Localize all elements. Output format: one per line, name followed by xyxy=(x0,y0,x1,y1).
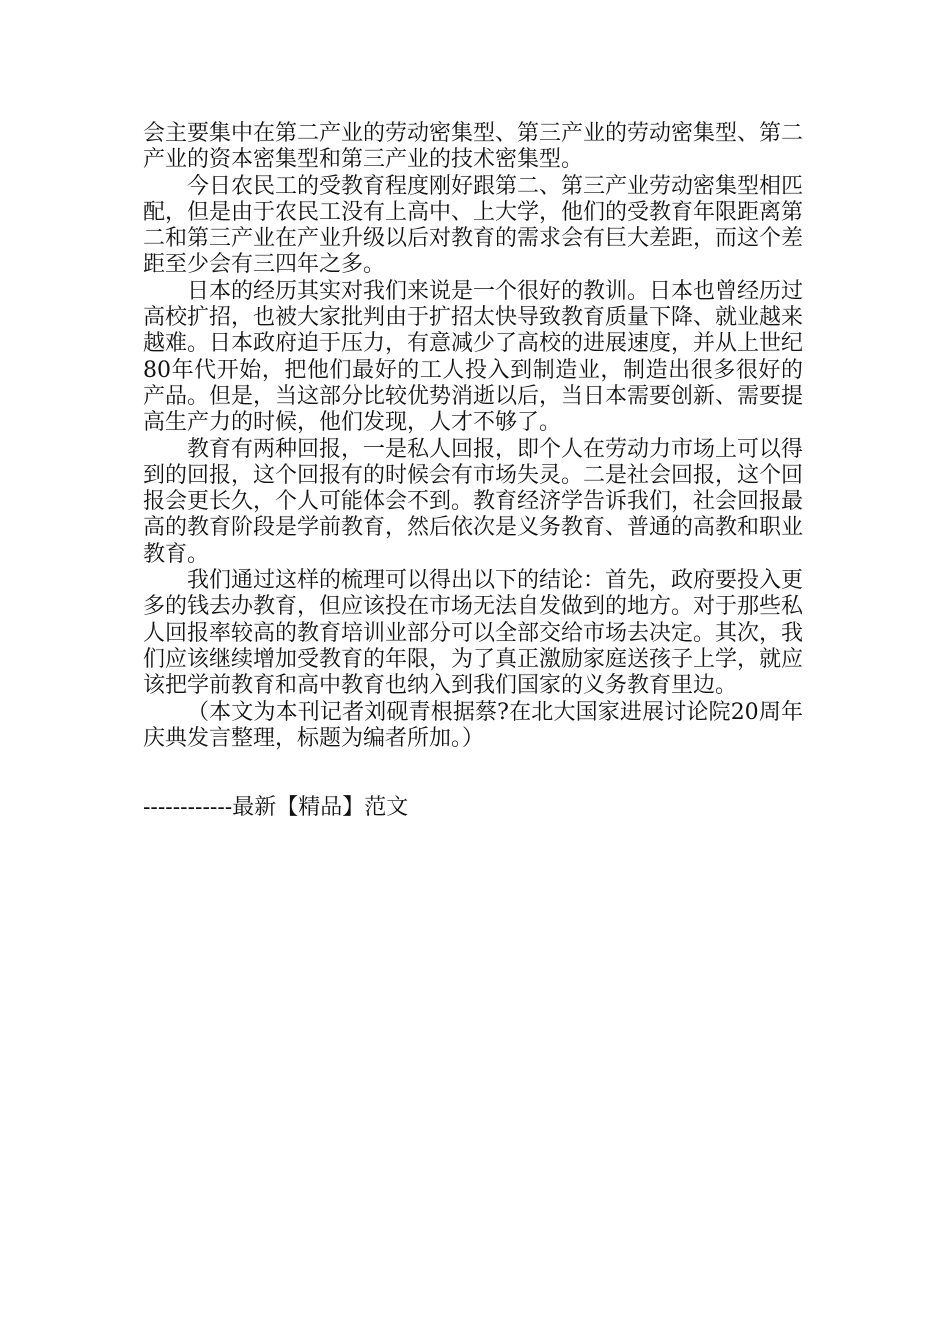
paragraph-1: 会主要集中在第二产业的劳动密集型、第三产业的劳动密集型、第二产业的资本密集型和第三产业的技术密集型。 xyxy=(143,121,804,173)
footer-text: ------------最新【精品】范文 xyxy=(143,795,409,820)
paragraph-2: 今日农民工的受教育程度刚好跟第二、第三产业劳动密集型相匹配，但是由于农民工没有上高中、上大学，他们的受教育年限距离第二和第三产业在产业升级以后对教育的需求会有巨大差距，而这个差距至少会有三四年之多。 xyxy=(143,173,804,278)
paragraph-3: 日本的经历其实对我们来说是一个很好的教训。日本也曾经历过高校扩招，也被大家批判由于扩招太快导致教育质量下降、就业越来越难。日本政府迫于压力，有意减少了高校的进展速度，并从上世纪80年代开始，把他们最好的工人投入到制造业，制造出很多很好的产品。但是，当这部分比较优势消逝以后，当日本需要创新、需要提高生产力的时候，他们发现，人才不够了。 xyxy=(143,278,804,436)
paragraph-4: 教育有两种回报，一是私人回报，即个人在劳动力市场上可以得到的回报，这个回报有的时候会有市场失灵。二是社会回报，这个回报会更长久，个人可能体会不到。教育经济学告诉我们，社会回报最高的教育阶段是学前教育，然后依次是义务教育、普通的高教和职业教育。 xyxy=(143,436,804,567)
document-body xyxy=(143,121,803,752)
paragraph-6-note: （本文为本刊记者刘砚青根据蔡?在北大国家进展讨论院20周年庆典发言整理，标题为编者所加。） xyxy=(143,699,803,751)
paragraph-5: 我们通过这样的梳理可以得出以下的结论：首先，政府要投入更多的钱去办教育，但应该投在市场无法自发做到的地方。对于那些私人回报率较高的教育培训业部分可以全部交给市场去决定。其次，我们应该继续增加受教育的年限，为了真正激励家庭送孩子上学，就应该把学前教育和高中教育也纳入到我们国家的义务教育里边。 xyxy=(143,568,804,699)
